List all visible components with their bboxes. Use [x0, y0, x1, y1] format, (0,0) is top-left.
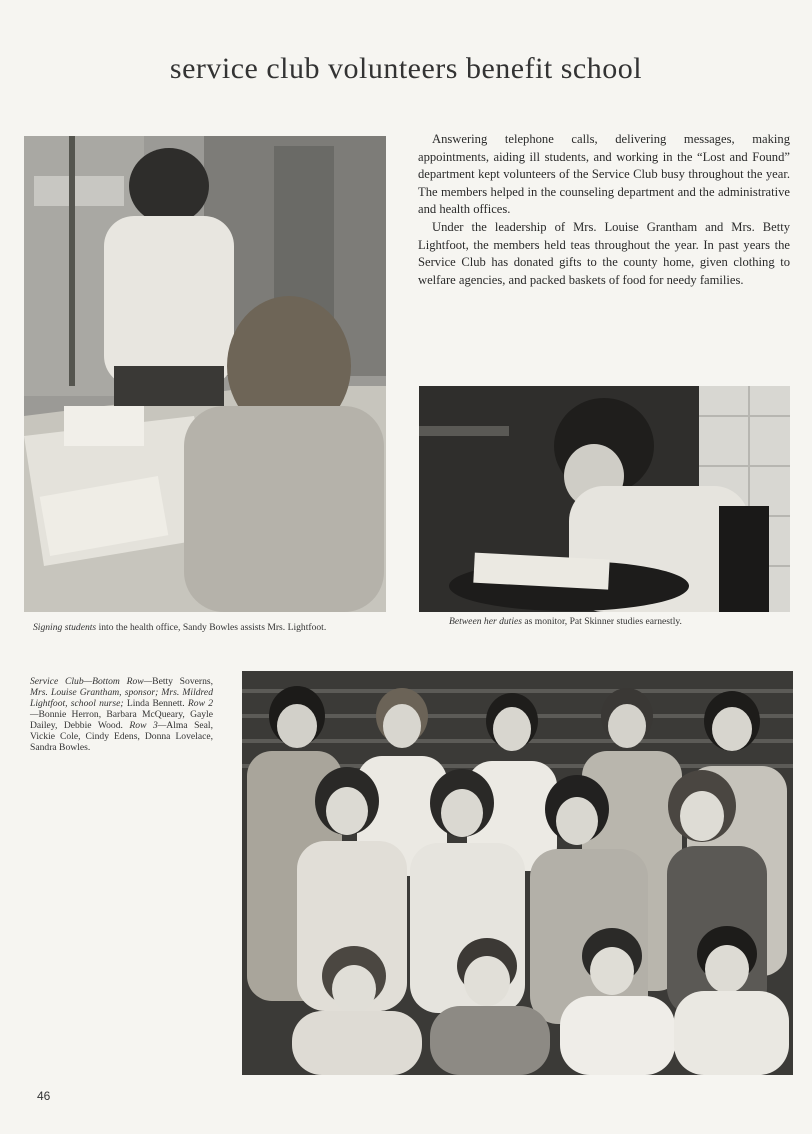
article-paragraph: Answering telephone calls, delivering messages, making appointments, aiding ill students, and working in the “Lost and Found” department kept volunteers of the Service Club busy throughout the year. The members helped in the counseling department and the administrative and health offices.	[418, 132, 790, 217]
caption-part: Alma Seal, Vickie Cole, Cindy Edens, Donna Lovelace, Sandra Bowles.	[30, 720, 213, 753]
page-number: 46	[37, 1089, 51, 1103]
caption-part: Bonnie Herron, Barbara McQueary, Gayle Dailey, Debbie Wood.	[30, 709, 213, 731]
caption-part: Betty Soverns,	[152, 676, 213, 687]
caption-part: Row 2—	[30, 698, 213, 720]
caption-text: into the health office, Sandy Bowles assists Mrs. Lightfoot.	[96, 622, 327, 633]
monitor-study-photo	[419, 386, 790, 612]
page-title: service club volunteers benefit school	[169, 52, 643, 85]
caption-part: Row 3—	[129, 720, 167, 731]
caption-part: Service Club—Bottom Row—	[30, 676, 153, 687]
caption-part: Mrs. Louise Grantham, sponsor; Mrs. Mildred Lightfoot, school nurse;	[30, 687, 213, 709]
service-club-group-photo	[242, 671, 793, 1075]
article-paragraph: Under the leadership of Mrs. Louise Grantham and Mrs. Betty Lightfoot, the members held teas throughout the year. In past years the Service Club has donated gifts to the county home, given clothing to welfare agencies, and packed baskets of food for needy families.	[418, 219, 790, 287]
caption-lead: Between her duties	[449, 616, 522, 627]
caption-part: Linda Bennett.	[123, 698, 188, 709]
monitor-caption	[449, 616, 789, 627]
caption-text: as monitor, Pat Skinner studies earnestly.	[522, 616, 682, 627]
article-body	[418, 131, 790, 289]
group-caption	[30, 676, 213, 753]
health-office-caption	[33, 622, 389, 633]
health-office-photo	[24, 136, 386, 612]
caption-lead: Signing students	[33, 622, 97, 633]
